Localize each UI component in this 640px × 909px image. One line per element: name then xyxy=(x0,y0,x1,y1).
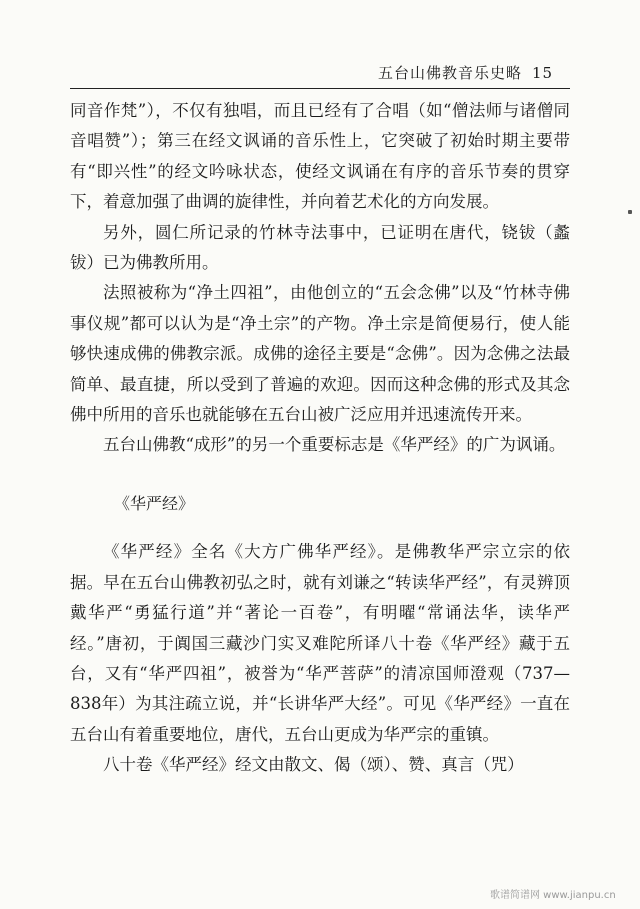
paragraph: 法照被称为“净土四祖”，由他创立的“五会念佛”以及“竹林寺佛事仪规”都可以认为是“净土宗”的产物。净土宗是简便易行，使人能够快速成佛的佛教宗派。成佛的途径主要是“念佛”。因为念佛之法最简单、最直捷，所以受到了普遍的欢迎。因而这种念佛的形式及其念佛中所用的音乐也就能够在五台山被广泛应用并迅速流传开来。 xyxy=(70,283,570,425)
watermark: 歌谱简谱网 www.jianpu.cn xyxy=(490,890,616,901)
margin-mark xyxy=(628,210,632,214)
page-body xyxy=(70,96,570,781)
paragraph: 五台山佛教“成形”的另一个重要标志是《华严经》的广为讽诵。 xyxy=(103,435,566,455)
running-header xyxy=(378,62,568,83)
section-heading: 《华严经》 xyxy=(114,493,195,513)
paragraph: 《华严经》全名《大方广佛华严经》。是佛教华严宗立宗的依据。早在五台山佛教初弘之时，就有刘谦之“转读华严经”，有灵辨顶戴华严“勇猛行道”并“著论一百卷”，有明曜“常诵法华，读华严经。”唐初，于阗国三藏沙门实叉难陀所译八十卷《华严经》藏于五台，又有“华严四祖”，被誉为“华严菩萨”的清凉国师澄观（737—838年）为其注疏立说，并“长讲华严大经”。可见《华严经》一直在五台山有着重要地位，唐代，五台山更成为华严宗的重镇。 xyxy=(70,542,570,744)
paragraph: 八十卷《华严经》经文由散文、偈（颂）、赞、真言（咒） xyxy=(103,755,524,775)
paragraph: 同音作梵”），不仅有独唱，而且已经有了合唱（如“僧法师与诸僧同音唱赞”）；第三在经文讽诵的音乐性上，它突破了初始时期主要带有“即兴性”的经文吟咏状态，使经文讽诵在有序的音乐节奏的贯穿下，着意加强了曲调的旋律性，并向着艺术化的方向发展。 xyxy=(70,101,570,212)
paragraph: 另外，圆仁所记录的竹林寺法事中，已证明在唐代，铙钹（蠡钹）已为佛教所用。 xyxy=(70,222,570,273)
book-title: 五台山佛教音乐史略 xyxy=(378,64,523,82)
page-number: 15 xyxy=(532,64,554,82)
header-rule xyxy=(70,88,570,89)
